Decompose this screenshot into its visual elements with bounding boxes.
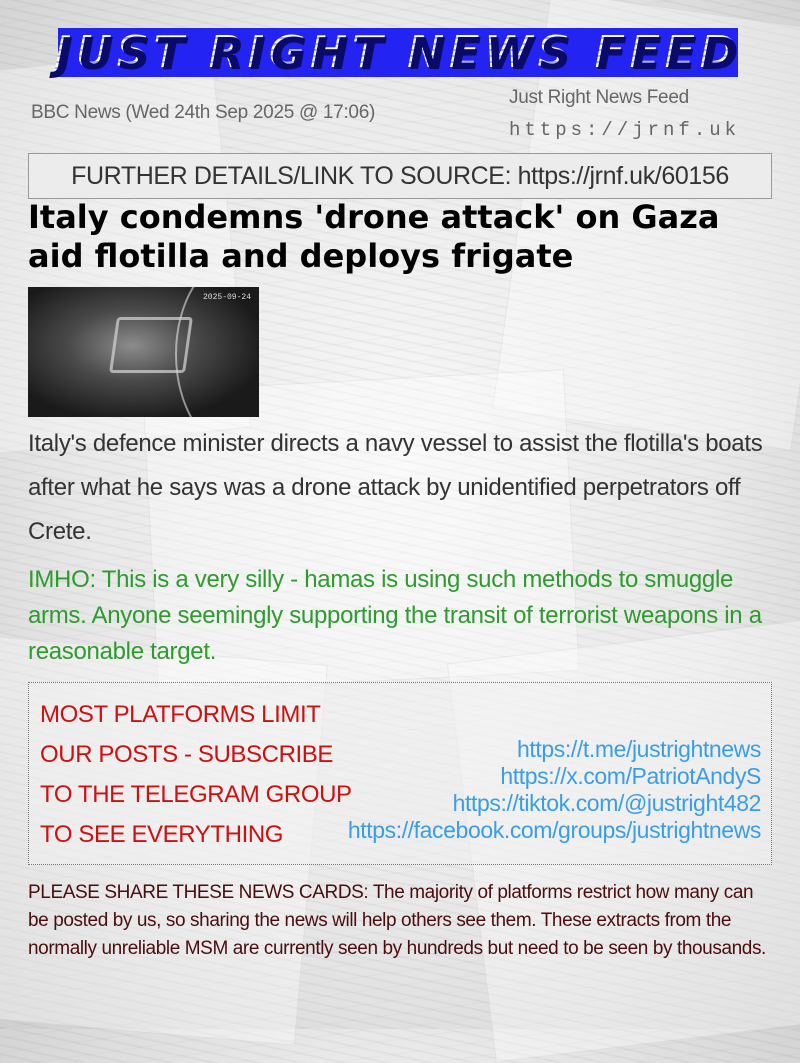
subscribe-promo-box: [28, 682, 772, 865]
article-summary: Italy's defence minister directs a navy vessel to assist the flotilla's boats after what he says was a drone attack by unidentified perpetrators off Crete.: [28, 430, 763, 545]
image-timestamp: 2025-09-24: [202, 293, 251, 302]
source-link-bar[interactable]: [28, 153, 772, 199]
facebook-link[interactable]: https://facebook.com/groups/justrightnews: [347, 817, 761, 843]
article-headline: Italy condemns 'drone attack' on Gaza aid flotilla and deploys frigate: [28, 198, 720, 275]
site-url[interactable]: https://jrnf.uk: [509, 119, 741, 141]
telegram-link[interactable]: https://t.me/justrightnews: [517, 736, 761, 762]
site-banner: [54, 27, 742, 78]
promo-line: MOST PLATFORMS LIMIT: [40, 701, 321, 728]
source-link-text[interactable]: FURTHER DETAILS/LINK TO SOURCE: https://jrnf.uk/60156: [71, 161, 729, 190]
promo-message: [40, 695, 352, 855]
promo-line: TO SEE EVERYTHING: [40, 821, 284, 848]
article-image: [28, 287, 259, 417]
tiktok-link[interactable]: https://tiktok.com/@justright482: [452, 790, 761, 816]
banner-title: JUST RIGHT NEWS FEED: [54, 27, 742, 78]
opinion-comment: IMHO: This is a very silly - hamas is using such methods to smuggle arms. Anyone seemingly supporting the transit of terrorist weapons in a reasonable target.: [28, 566, 762, 665]
x-link[interactable]: https://x.com/PatriotAndyS: [500, 763, 761, 789]
site-name: Just Right News Feed: [509, 87, 689, 108]
boat-hatch-shape: [109, 317, 193, 373]
source-dateline: BBC News (Wed 24th Sep 2025 @ 17:06): [31, 102, 375, 123]
social-links: [348, 736, 761, 844]
promo-line: TO THE TELEGRAM GROUP: [40, 781, 352, 808]
share-request-note: PLEASE SHARE THESE NEWS CARDS: The majority of platforms restrict how many can be posted by us, so sharing the news will help others see them. These extracts from the normally unreliable MSM are currently seen by hundreds but need to be seen by thousands.: [28, 882, 766, 959]
promo-line: OUR POSTS - SUBSCRIBE: [40, 741, 333, 768]
